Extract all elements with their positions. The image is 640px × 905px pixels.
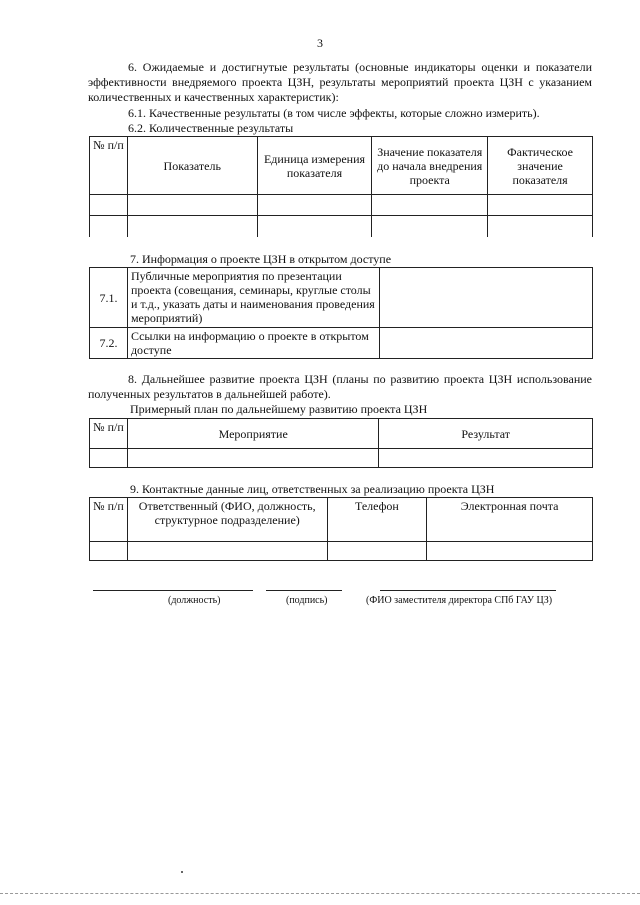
header-actual-value: Фактическое значение показателя (488, 137, 593, 195)
header-num: № п/п (90, 137, 128, 195)
header-activity: Мероприятие (127, 419, 379, 449)
table-row (90, 328, 593, 359)
table-row (90, 195, 593, 216)
header-initial-value: Значение показателя до начала внедрения проекта (372, 137, 488, 195)
development-plan-table (89, 418, 593, 468)
open-access-table (89, 267, 593, 359)
section-6-2: 6.2. Количественные результаты (128, 121, 294, 135)
header-unit: Единица измерения показателя (257, 137, 372, 195)
table-row (90, 216, 593, 237)
scan-speck (181, 871, 183, 873)
name-caption: (ФИО заместителя директора СПб ГАУ ЦЗ) (366, 595, 553, 606)
section-6-intro: 6. Ожидаемые и достигнутые результаты (основные индикаторы оценки и показатели эффективности внедряемого проекта ЦЗН, результаты мероприятий проекта ЦЗН с указанием количественных и качественных характеристик): (88, 60, 592, 104)
row-text: Публичные мероприятия по презентации проекта (совещания, семинары, круглые столы и т.д., указать даты и наименования проведения мероприятий) (127, 268, 379, 328)
row-text: Ссылки на информацию о проекте в открытом доступе (127, 328, 379, 359)
name-line (380, 590, 556, 591)
header-result: Результат (379, 419, 593, 449)
contacts-table (89, 497, 593, 561)
table-row (90, 449, 593, 468)
section-8-plan-title: Примерный план по дальнейшему развитию проекта ЦЗН (130, 402, 428, 416)
row-num: 7.1. (90, 268, 128, 328)
table-row (90, 542, 593, 561)
header-email: Электронная почта (427, 498, 593, 542)
quantitative-results-table (89, 136, 593, 237)
signature-line (266, 590, 342, 591)
scan-edge (0, 893, 640, 894)
header-num: № п/п (90, 419, 128, 449)
position-line (93, 590, 253, 591)
table-row (90, 268, 593, 328)
section-8-intro: 8. Дальнейшее развитие проекта ЦЗН (планы по развитию проекта ЦЗН использование полученных результатов в дальнейшей работе). (88, 372, 592, 401)
page-number: 3 (317, 36, 323, 50)
header-indicator: Показатель (127, 137, 257, 195)
signature-caption: (подпись) (286, 595, 328, 606)
row-num: 7.2. (90, 328, 128, 359)
header-phone: Телефон (327, 498, 427, 542)
section-7-title: 7. Информация о проекте ЦЗН в открытом доступе (130, 252, 392, 266)
position-caption: (должность) (168, 595, 221, 606)
section-6-1: 6.1. Качественные результаты (в том числе эффекты, которые сложно измерить). (128, 106, 540, 120)
header-responsible: Ответственный (ФИО, должность, структурное подразделение) (127, 498, 327, 542)
header-num: № п/п (90, 498, 128, 542)
section-9-title: 9. Контактные данные лиц, ответственных за реализацию проекта ЦЗН (130, 482, 495, 496)
